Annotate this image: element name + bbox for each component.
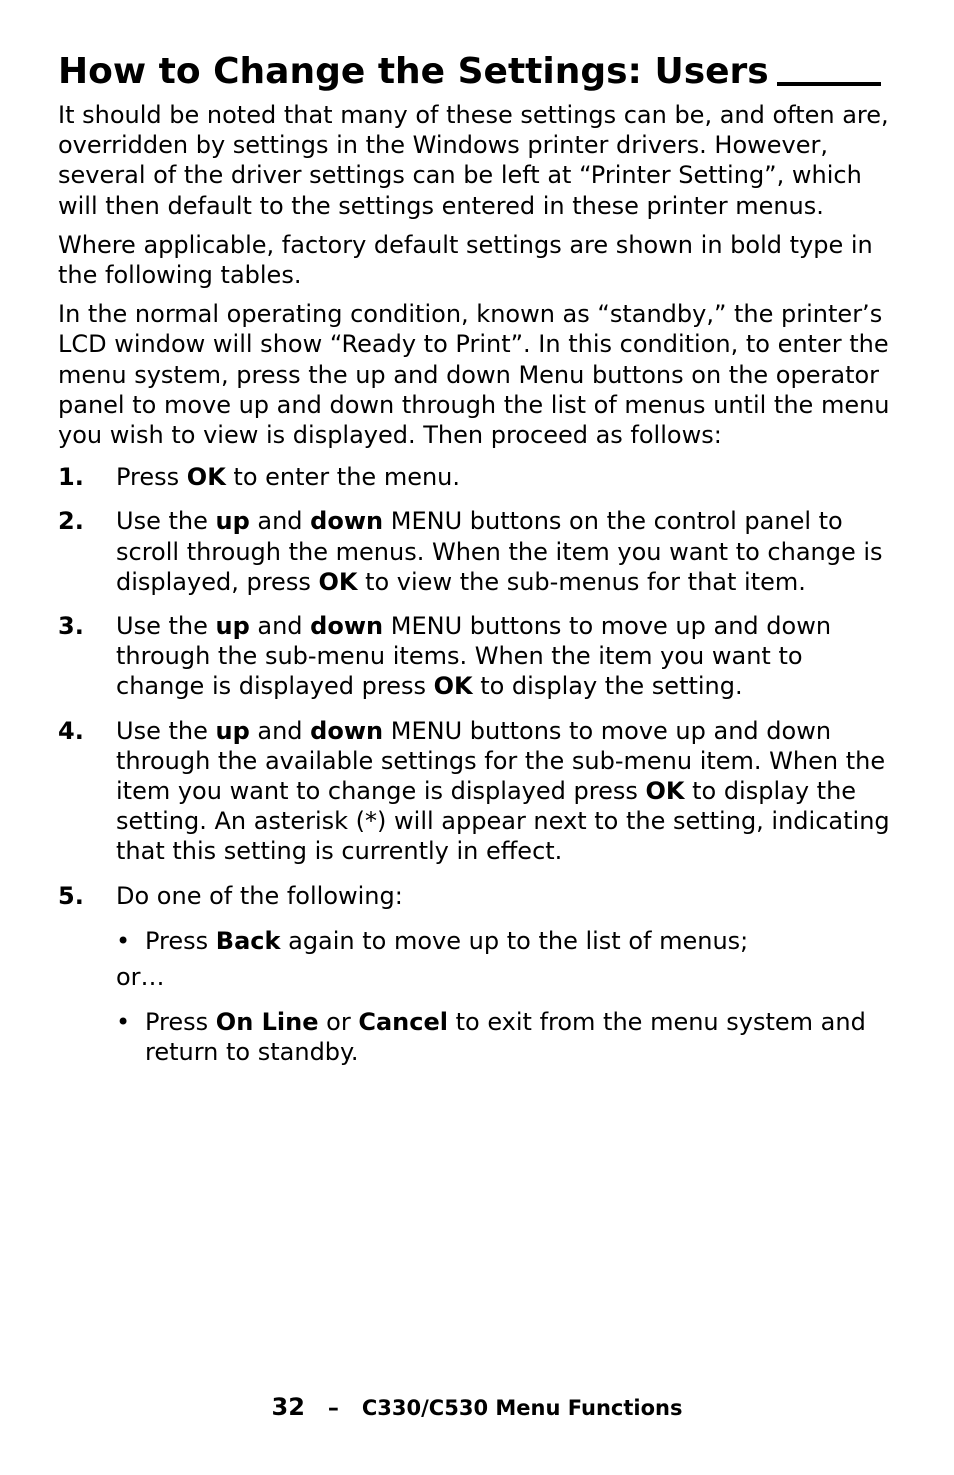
footer-separator: – xyxy=(327,1396,339,1421)
step-text: Use the up and down MENU buttons to move up and down through the sub-menu items. When the item you want to change is displayed press OK to display the setting. xyxy=(116,612,832,701)
step-1 xyxy=(58,462,894,492)
step-3 xyxy=(58,611,894,702)
option-online-cancel xyxy=(116,1007,894,1067)
bullet-marker: • xyxy=(116,1008,131,1037)
step-text: Press OK to enter the menu. xyxy=(116,463,461,492)
step-number: 4. xyxy=(58,716,84,745)
page-title: How to Change the Settings: Users xyxy=(58,51,769,92)
step-5-options xyxy=(116,926,894,1068)
or-text: or… xyxy=(116,963,165,992)
step-number: 5. xyxy=(58,881,84,910)
step-number: 2. xyxy=(58,507,84,536)
title-rule xyxy=(777,82,881,86)
step-text: Do one of the following: xyxy=(116,881,403,910)
defaults-paragraph: Where applicable, factory default settings are shown in bold type in the following tables. xyxy=(58,230,873,290)
step-2 xyxy=(58,506,894,597)
step-5 xyxy=(58,881,894,911)
standby-paragraph: In the normal operating condition, known as “standby,” the printer’s LCD window will show “Ready to Print”. In this condition, to enter the menu system, press the up and down Menu buttons on the operator panel to move up and down through the list of menus until the menu you wish to view is displayed. Then proceed as follows: xyxy=(58,300,890,450)
footer-title: C330/C530 Menu Functions xyxy=(361,1396,683,1420)
option-text: Press Back again to move up to the list of menus; xyxy=(145,926,749,955)
page-footer xyxy=(0,1392,954,1424)
step-number: 3. xyxy=(58,612,84,641)
step-4 xyxy=(58,716,894,867)
option-text: Press On Line or Cancel to exit from the menu system and return to standby. xyxy=(145,1008,866,1067)
intro-paragraph: It should be noted that many of these settings can be, and often are, overridden by settings in the Windows printer drivers. However, several of the driver settings can be left at “Printer Setting”, which will then default to the settings entered in these printer menus. xyxy=(58,101,889,220)
page-number: 32 xyxy=(271,1393,305,1421)
steps-list xyxy=(58,462,894,1067)
page-content xyxy=(58,46,894,1068)
heading-row xyxy=(58,46,894,94)
bullet-marker: • xyxy=(116,926,131,955)
option-back xyxy=(116,926,894,956)
step-text: Use the up and down MENU buttons on the control panel to scroll through the menus. When the item you want to change is displayed, press OK to view the sub-menus for that item. xyxy=(116,507,883,596)
step-number: 1. xyxy=(58,463,84,492)
step-text: Use the up and down MENU buttons to move up and down through the available settings for the sub-menu item. When the item you want to change is displayed press OK to display the setting. An asterisk (*) will appear next to the setting, indicating that this setting is currently in effect. xyxy=(116,716,890,866)
